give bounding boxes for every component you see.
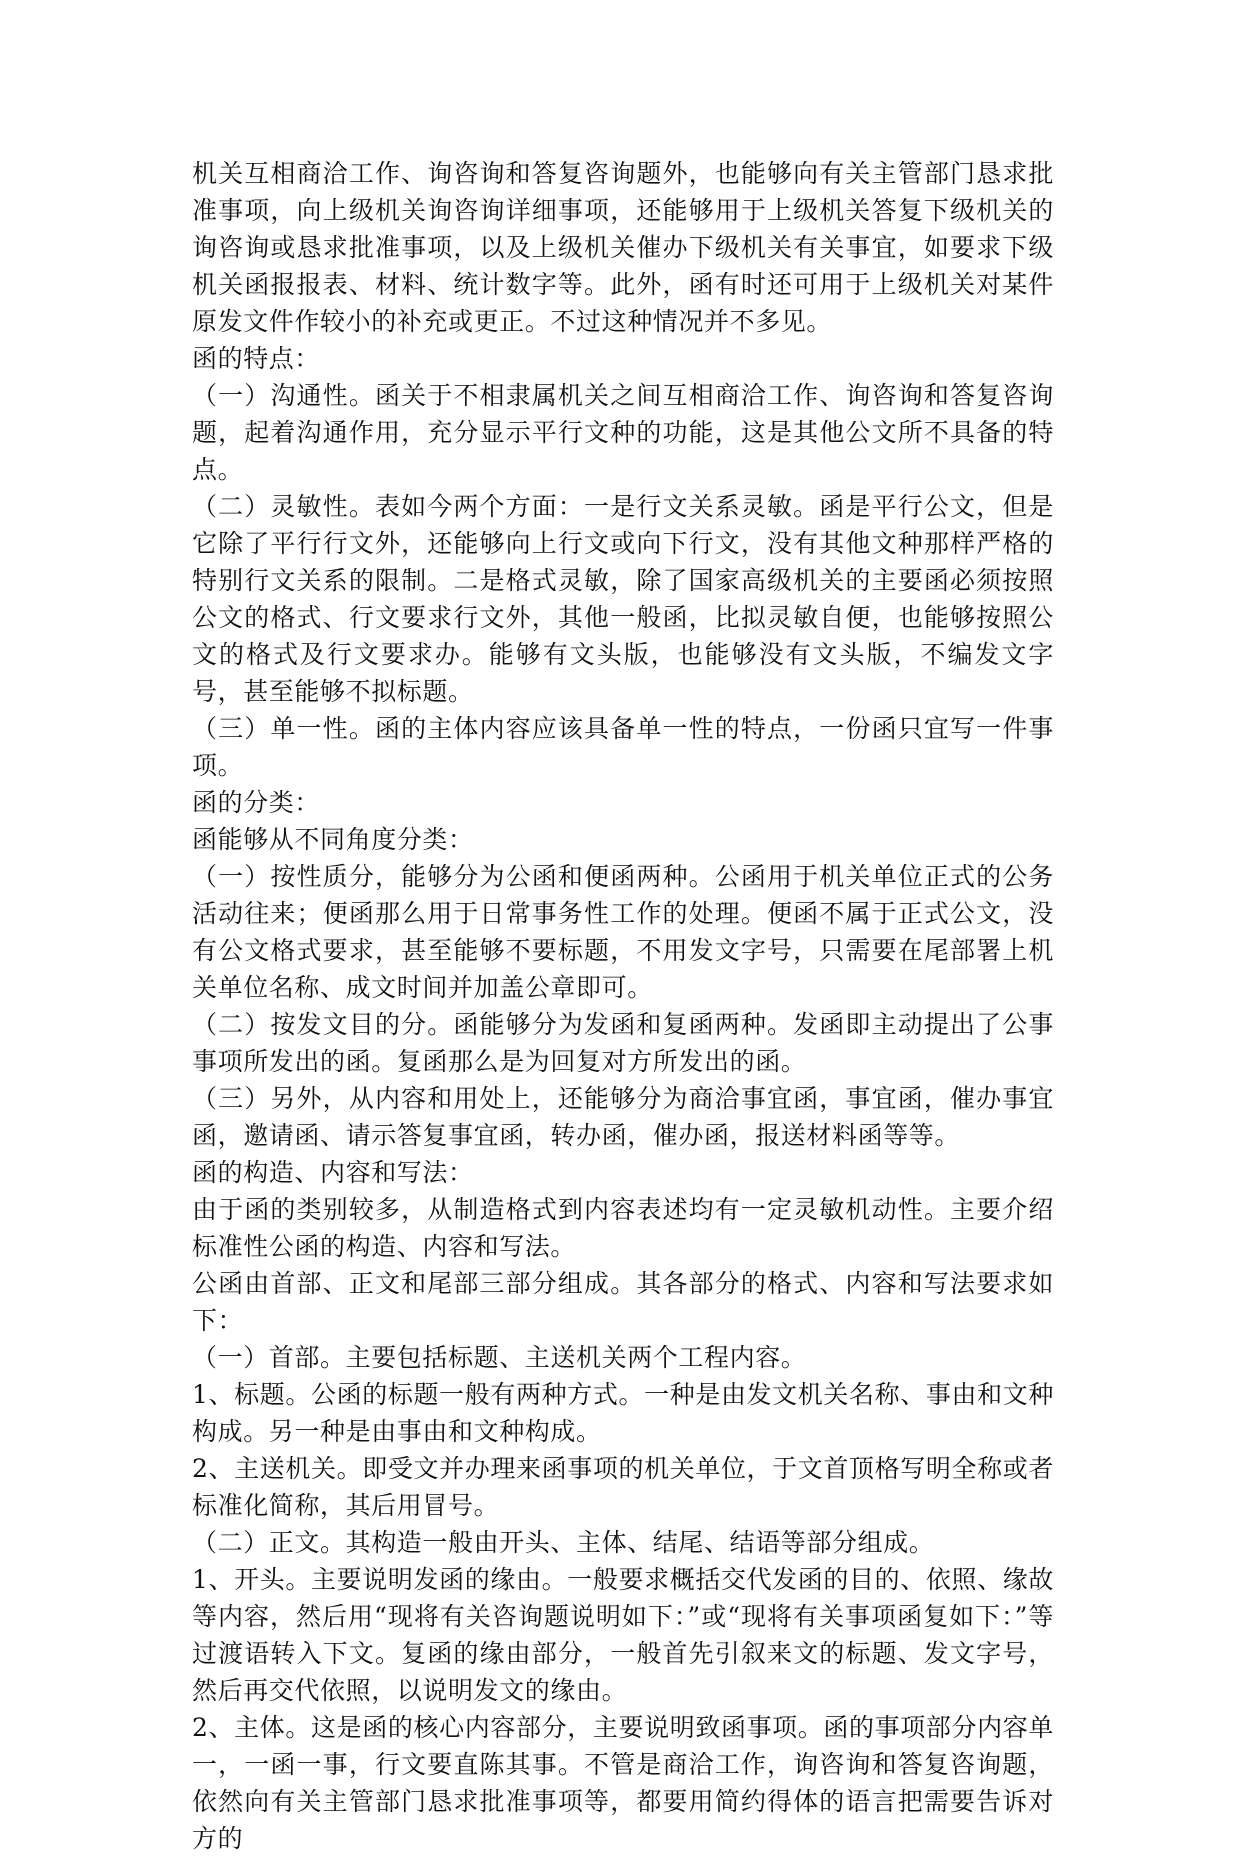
heading-classification: 函的分类： (192, 788, 321, 817)
paragraph-structure-parts: 公函由首部、正文和尾部三部分组成。其各部分的格式、内容和写法要求如下： (192, 1269, 1054, 1335)
paragraph-body-main: 2、主体。这是函的核心内容部分，主要说明致函事项。函的事项部分内容单一，一函一事，行文要直陈其事。不管是商洽工作，询咨询和答复咨询题，依然向有关主管部门恳求批准事项等，都要用简约得体的语言把需要告诉对方的 (192, 1713, 1054, 1853)
heading-structure: 函的构造、内容和写法： (192, 1158, 474, 1187)
paragraph-structure-intro: 由于函的类别较多，从制造格式到内容表述均有一定灵敏机动性。主要介绍标准性公函的构造、内容和写法。 (192, 1195, 1054, 1261)
paragraph-body-section: （二）正文。其构造一般由开头、主体、结尾、结语等部分组成。 (192, 1528, 935, 1557)
paragraph-header-recipient: 2、主送机关。即受文并办理来函事项的机关单位，于文首顶格写明全称或者标准化简称，其后用冒号。 (192, 1454, 1054, 1520)
paragraph-feature-3: （三）单一性。函的主体内容应该具备单一性的特点，一份函只宜写一件事项。 (192, 714, 1054, 780)
paragraph-header-section: （一）首部。主要包括标题、主送机关两个工程内容。 (192, 1343, 807, 1372)
paragraph-classification-1: （一）按性质分，能够分为公函和便函两种。公函用于机关单位正式的公务活动往来；便函那么用于日常事务性工作的处理。便函不属于正式公文，没有公文格式要求，甚至能够不要标题，不用发文字号，只需要在尾部署上机关单位名称、成文时间并加盖公章即可。 (192, 862, 1054, 1002)
document-body (192, 155, 1054, 1857)
paragraph-classification-3: （三）另外，从内容和用处上，还能够分为商洽事宜函，事宜函，催办事宜函，邀请函、请示答复事宜函，转办函，催办函，报送材料函等等。 (192, 1084, 1054, 1150)
paragraph-header-title: 1、标题。公函的标题一般有两种方式。一种是由发文机关名称、事由和文种构成。另一种是由事由和文种构成。 (192, 1380, 1054, 1446)
paragraph-intro-continued: 机关互相商洽工作、询咨询和答复咨询题外，也能够向有关主管部门恳求批准事项，向上级机关询咨询详细事项，还能够用于上级机关答复下级机关的询咨询或恳求批准事项，以及上级机关催办下级机关有关事宜，如要求下级机关函报报表、材料、统计数字等。此外，函有时还可用于上级机关对某件原发文件作较小的补充或更正。不过这种情况并不多见。 (192, 159, 1054, 336)
heading-features: 函的特点： (192, 344, 321, 373)
paragraph-classification-intro: 函能够从不同角度分类： (192, 825, 474, 854)
paragraph-body-opening: 1、开头。主要说明发函的缘由。一般要求概括交代发函的目的、依照、缘故等内容，然后用“现将有关咨询题说明如下：”或“现将有关事项函复如下：”等过渡语转入下文。复函的缘由部分，一般首先引叙来文的标题、发文字号，然后再交代依照，以说明发文的缘由。 (192, 1565, 1054, 1705)
paragraph-feature-1: （一）沟通性。函关于不相隶属机关之间互相商洽工作、询咨询和答复咨询题，起着沟通作用，充分显示平行文种的功能，这是其他公文所不具备的特点。 (192, 381, 1054, 484)
paragraph-feature-2: （二）灵敏性。表如今两个方面：一是行文关系灵敏。函是平行公文，但是它除了平行行文外，还能够向上行文或向下行文，没有其他文种那样严格的特别行文关系的限制。二是格式灵敏，除了国家高级机关的主要函必须按照公文的格式、行文要求行文外，其他一般函，比拟灵敏自便，也能够按照公文的格式及行文要求办。能够有文头版，也能够没有文头版，不编发文字号，甚至能够不拟标题。 (192, 492, 1054, 706)
paragraph-classification-2: （二）按发文目的分。函能够分为发函和复函两种。发函即主动提出了公事事项所发出的函。复函那么是为回复对方所发出的函。 (192, 1010, 1054, 1076)
